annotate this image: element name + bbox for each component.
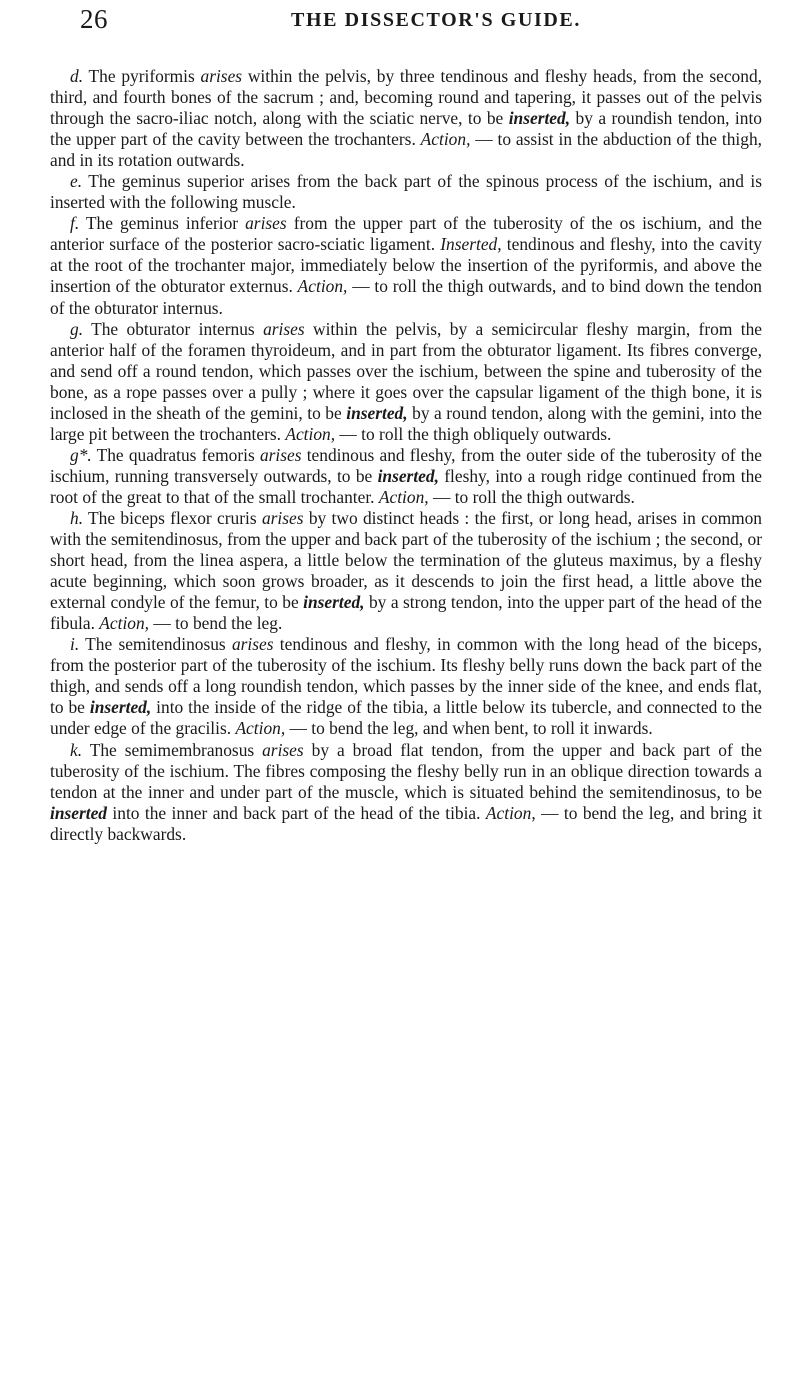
page-header xyxy=(50,0,762,46)
text-run: The geminus inferior xyxy=(79,213,246,234)
running-title: THE DISSECTOR'S GUIDE. xyxy=(291,9,581,31)
paragraph-marker: i. xyxy=(70,634,80,655)
text-run: — to assist in the abduction of the thigh, and in its rotation outwards. xyxy=(50,129,762,171)
arises-term: arises xyxy=(245,213,287,234)
text-run: The pyriformis xyxy=(83,66,201,86)
text-run: by a broad flat tendon, from the upper and back part of the tuberosity of the ischium. The fibres composing the fleshy belly run in an oblique direction towards a tendon at the inner and under part of the muscle, which is situated behind the semitendinosus, to be xyxy=(50,739,762,802)
page-number: 26 xyxy=(80,4,108,34)
action-term: Action, xyxy=(285,423,336,444)
action-term: Action, xyxy=(99,613,150,634)
action-term: Action, xyxy=(485,802,536,823)
paragraph-marker: g. xyxy=(70,318,84,339)
text-run: within the pelvis, by a semicircular fleshy margin, from the anterior half of the foramen thyroideum, and in part from the obturator ligament. Its fibres converge, and send off a round tendon, which passes over the ischium, between the spine and tuberosity of the bone, as a rope passes over a pully ; where it goes over the capsular ligament of the thigh bone, it is inclosed in the sheath of the gemini, to be xyxy=(50,318,762,423)
paragraph xyxy=(50,740,762,845)
paragraph xyxy=(50,213,762,318)
action-term: Action, xyxy=(420,129,471,150)
text-run: The obturator internus xyxy=(83,318,264,339)
paragraph xyxy=(50,634,762,739)
arises-term: arises xyxy=(261,507,304,528)
text-run: — to roll the thigh outwards, and to bind down the tendon of the obturator internus. xyxy=(50,276,762,318)
text-run: tendinous and fleshy, from the outer side of the tuberosity of the ischium, running transversely outwards, to be xyxy=(50,444,762,486)
body-text xyxy=(50,66,762,845)
paragraph xyxy=(50,171,762,213)
text-run: into the inside of the ridge of the tibia, a little below its tubercle, and connected to the under edge of the gracilis. xyxy=(50,697,762,739)
paragraph-marker: g*. xyxy=(70,444,92,465)
arises-term: arises xyxy=(231,634,274,655)
text-run: from the upper part of the tuberosity of the os ischium, and the anterior surface of the posterior sacro-sciatic ligament. xyxy=(50,213,762,255)
text-run: The semimembranosus xyxy=(82,739,263,760)
arises-term: arises xyxy=(262,739,304,760)
inserted-term: inserted, xyxy=(377,465,439,486)
inserted-term: inserted, xyxy=(303,592,365,613)
text-run: The biceps flexor cruris xyxy=(83,507,262,528)
text-run: — to bend the leg, and bring it directly backwards. xyxy=(50,802,763,844)
arises-term: arises xyxy=(200,66,243,86)
inserted-term: inserted, xyxy=(89,697,152,718)
text-run: The semitendinosus xyxy=(79,634,232,655)
inserted-term: inserted, xyxy=(508,108,571,129)
paragraph xyxy=(50,66,762,171)
paragraph xyxy=(50,319,762,445)
paragraph-marker: h. xyxy=(70,507,84,528)
text-run: by a roundish tendon, into the upper part of the cavity between the trochanters. xyxy=(50,108,762,150)
inserted-term: inserted xyxy=(50,802,108,823)
action-term: Action, xyxy=(297,276,348,297)
text-run: — to bend the leg, and when bent, to roll it inwards. xyxy=(285,718,653,739)
text-run: tendinous and fleshy, in common with the long head of the biceps, from the posterior part of the tuberosity of the ischium. Its fleshy belly runs down the back part of the thigh, and sends off a long roundish tendon, which passes by the inner side of the knee, and ends flat, to be xyxy=(50,634,762,718)
action-term: Action, xyxy=(235,718,286,739)
text-run: into the inner and back part of the head of the tibia. xyxy=(107,802,486,823)
text-run: within the pelvis, by three tendinous and fleshy heads, from the second, third, and fourth bones of the sacrum ; and, becoming round and tapering, it passes out of the pelvis through the sacro-iliac notch, along with the sciatic nerve, to be xyxy=(50,66,762,129)
paragraph xyxy=(50,445,762,508)
paragraph-marker: d. xyxy=(70,66,84,86)
text-run: — to bend the leg. xyxy=(149,613,283,634)
text-run: The geminus superior arises from the back part of the spinous process of the ischium, and is inserted with the following muscle. xyxy=(50,171,762,213)
arises-term: arises xyxy=(263,318,305,339)
text-run: by two distinct heads : the first, or long head, arises in common with the semitendinosus, from the upper and back part of the tuberosity of the ischium ; the second, or short head, from the linea aspera, a little below the termination of the gluteus maximus, by a fleshy acute beginning, which soon grows broader, as it descends to join the first head, a little above the external condyle of the femur, to be xyxy=(50,507,763,613)
paragraph-marker: f. xyxy=(70,213,80,234)
paragraph xyxy=(50,508,762,634)
paragraph-marker: e. xyxy=(70,171,83,192)
text-run: — to roll the thigh obliquely outwards. xyxy=(335,423,612,444)
text-run: tendinous and fleshy, into the cavity at the root of the trochanter major, immediately below the insertion of the pyriformis, and above the insertion of the obturator externus. xyxy=(50,234,762,297)
text-run: The quadratus femoris xyxy=(91,444,260,465)
paragraph-marker: k. xyxy=(70,739,83,760)
action-term: Action, xyxy=(378,486,429,507)
action-term: Inserted, xyxy=(440,234,502,255)
inserted-term: inserted, xyxy=(346,402,408,423)
text-run: — to roll the thigh outwards. xyxy=(428,486,635,507)
text-run: by a round tendon, along with the gemini, into the large pit between the trochanters. xyxy=(50,402,762,444)
arises-term: arises xyxy=(259,444,302,465)
text-run: fleshy, into a rough ridge continued from the root of the great to that of the small trochanter. xyxy=(50,465,762,507)
text-run: by a strong tendon, into the upper part of the head of the fibula. xyxy=(50,592,762,634)
